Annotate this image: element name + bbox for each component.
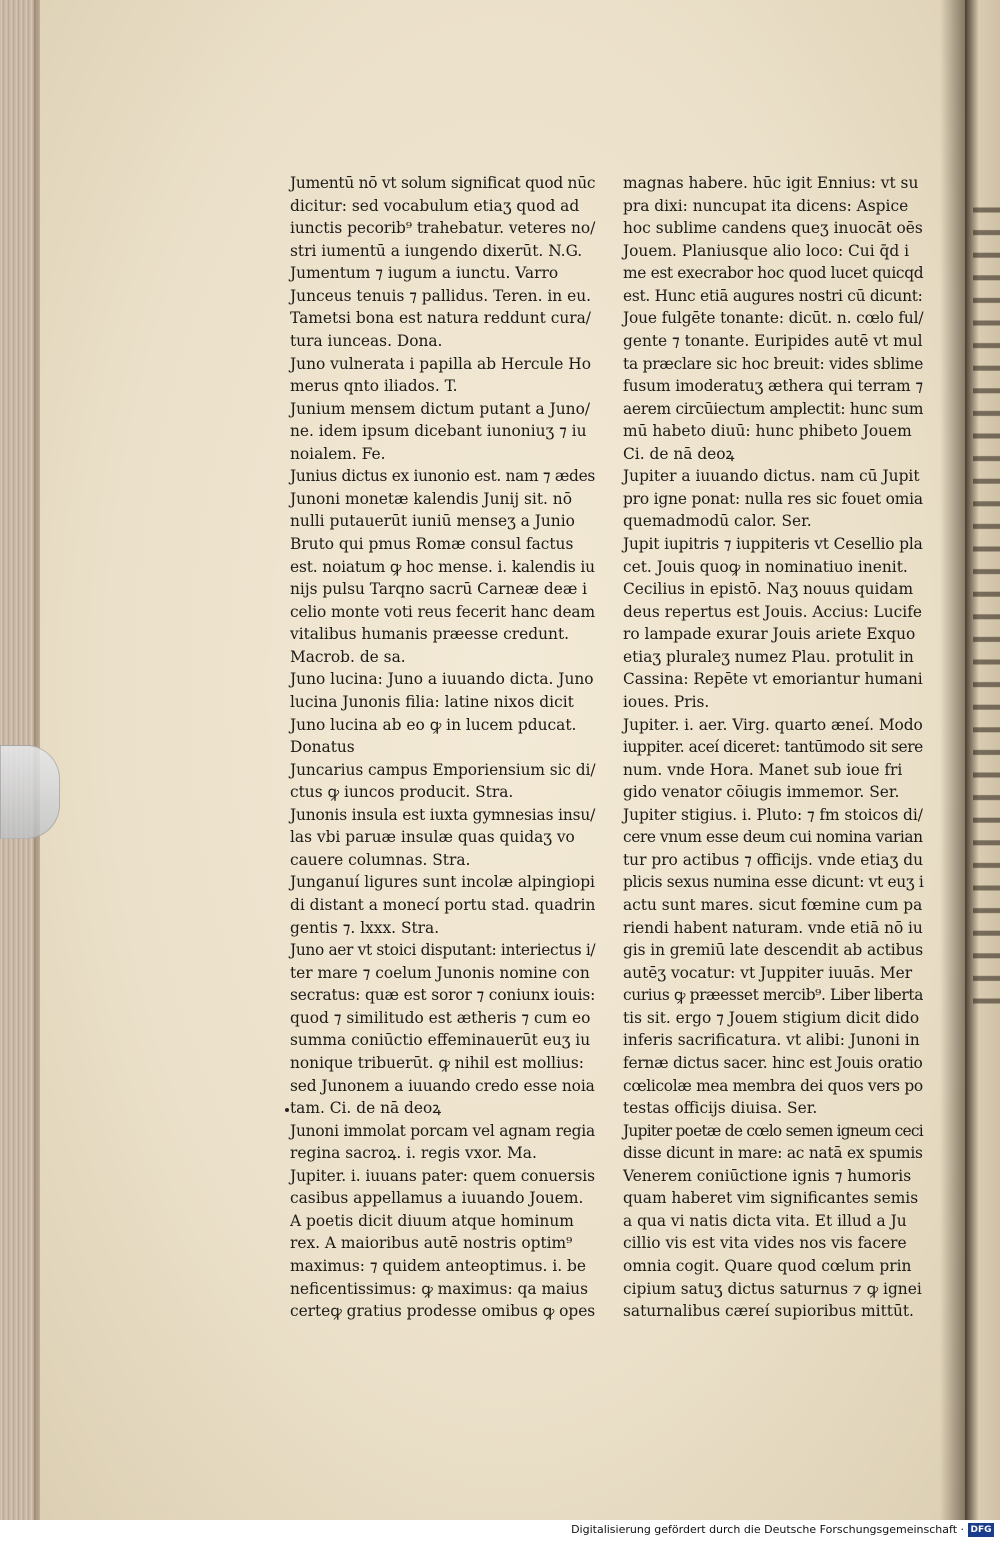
text-line: fusum imoderatuʒ æthera qui terram ⁊ [623,377,923,396]
text-line: tam. Ci. de nā deoꝝ [290,1099,442,1118]
text-line: etiaʒ pluraleʒ numez Plau. protulit in [623,647,914,666]
text-line: aerem circūiectum amplectit: hunc sum [623,399,924,418]
text-line: mū habeto diuū: hunc phibeto Jouem [623,422,912,441]
text-line: fernæ dictus sacer. hinc est Jouis oratio [623,1053,923,1072]
text-line: casibus appellamus a iuuando Jouem. [290,1189,584,1208]
text-line: maximus: ⁊ quidem anteoptimus. i. be [290,1257,586,1275]
text-line: curius ꝙ præesset mercib⁹. Liber liberta [623,986,924,1005]
text-line: Juno vulnerata i papilla ab Hercule Ho [290,354,591,373]
text-line: plicis sexus numina esse dicunt: vt euʒ i [623,873,924,892]
text-line: iunctis pecorib⁹ trahebatur. veteres no/ [290,219,596,238]
text-line: Junoni monetæ kalendis Junij sit. nō [290,489,572,508]
text-line: nonique tribuerūt. ꝙ nihil est mollius: [290,1053,584,1072]
text-line: Jumentum ⁊ iugum a iunctu. Varro [290,264,559,283]
text-line: tis sit. ergo ⁊ Jouem stigium dicit dido [623,1008,920,1027]
text-line: gido venator cōiugis immemor. Ser. [623,783,900,802]
text-line: Cassina: Repēte vt emoriantur humani [623,670,923,689]
text-line: Jupiter. i. iuuans pater: quem conuersis [290,1166,595,1185]
text-line: ctus ꝙ iuncos producit. Stra. [290,783,514,802]
text-line: ro lampade exurar Jouis ariete Exquo [623,625,916,644]
text-line: Junceus tenuis ⁊ pallidus. Teren. in eu. [290,286,592,305]
facing-page-text-fragment [973,195,1000,1015]
footer-credit: Digitalisierung gefördert durch die Deutsche Forschungsgemeinschaft · [571,1523,964,1536]
text-line: inferis sacrificatura. vt alibi: Junoni in [623,1031,920,1050]
text-line: quod ⁊ similitudo est ætheris ⁊ cum eo [290,1008,591,1027]
text-line: stri iumentū a iungendo dixerūt. N.G. [290,241,583,260]
text-line: autēʒ vocatur: vt Juppiter iuuās. Mer [623,963,913,982]
text-line: disse dicunt in mare: ac natā ex spumis [623,1144,923,1163]
text-line: rex. A maioribus autē nostris optim⁹ [290,1234,573,1253]
text-line: A poetis dicit diuum atque hominum [290,1211,574,1230]
dfg-logo: DFG [968,1523,994,1537]
text-line: cere vnum esse deum cui nomina varian [623,828,923,847]
page-holder-clip [0,745,60,839]
text-line: Jupit iupitris ⁊ iuppiteris vt Cesellio pla [623,535,923,553]
text-line: pra dixi: nuncupat ita dicens: Aspice [623,196,909,215]
text-line: pro igne ponat: nulla res sic fouet omia [623,489,923,508]
footer-bar [0,1520,1000,1541]
text-line: iuppiter. aceí diceret: tantūmodo sit sere [623,738,923,757]
text-line: certeꝙ gratius prodesse omibus ꝙ opes [290,1302,596,1321]
text-line: Juno lucina: Juno a iuuando dicta. Juno [290,670,594,689]
text-line: di distant a monecí portu stad. quadrin [290,896,596,914]
text-line: Juno aer vt stoici disputant: interiectus i/ [290,941,596,960]
text-line: Ci. de nā deoꝝ [623,444,735,463]
text-line: quemadmodū calor. Ser. [623,512,812,531]
text-line: Tametsi bona est natura reddunt cura/ [290,309,591,328]
text-line: Jupiter stigius. i. Pluto: ⁊ fm stoicos di/ [623,805,923,824]
text-line: Jupiter. i. aer. Virg. quarto æneí. Modo [623,715,923,734]
text-line: noialem. Fe. [290,444,386,463]
text-line: saturnalibus cæreí supioribus mittūt. [623,1302,914,1321]
text-line: cet. Jouis quoꝙ in nominatiuo inenit. [623,557,908,576]
text-line: lucina Junonis filia: latine nixos dicit [290,692,574,711]
text-line: celio monte voti reus fecerit hanc deam [290,602,595,621]
text-line: neficentissimus: ꝙ maximus: qa maius [290,1279,588,1298]
right-text-column [623,172,923,1323]
text-line: est. Hunc etiā augures nostri cū dicunt: [623,286,923,305]
text-line: Venerem coniūctione ignis ⁊ humoris [623,1166,912,1185]
text-line: Junius dictus ex iunonio est. nam ⁊ ædes [290,467,596,486]
text-line: cillio vis est vita vides nos vis facere [623,1234,907,1253]
text-line: ta præclare sic hoc breuit: vides sblime [623,354,924,373]
text-line: testas officijs diuisa. Ser. [623,1099,818,1118]
text-line: Jumentū nō vt solum significat quod nūc [290,174,596,192]
text-line: ne. idem ipsum dicebant iunoniuʒ ⁊ iu [290,422,587,441]
text-line: cauere columnas. Stra. [290,850,471,869]
text-line: deus repertus est Jouis. Accius: Lucife [623,602,923,621]
text-line: Junganuí ligures sunt incolæ alpingiopi [290,873,595,892]
text-line: cœlicolæ mea membra dei quos vers po [623,1076,923,1095]
text-line: me est execrabor hoc quod lucet quicqd [623,264,924,283]
text-line: gis in gremiū late descendit ab actibus [623,941,924,960]
text-line: gente ⁊ tonante. Euripides autē vt mul [623,331,923,350]
text-line: num. vnde Hora. Manet sub ioue fri [623,760,903,779]
text-line: tur pro actibus ⁊ officijs. vnde etiaʒ du [623,850,924,869]
text-line: nulli putauerūt iuniū menseʒ a Junio [290,512,575,531]
text-line: quam haberet vim significantes semis [623,1189,919,1208]
text-line: Bruto qui pmus Romæ consul factus [290,535,574,553]
text-line: Donatus [290,738,355,757]
text-line: Jupiter a iuuando dictus. nam cū Jupit [623,467,920,486]
text-line: sed Junonem a iuuando credo esse noia [290,1076,595,1095]
text-line: secratus: quæ est soror ⁊ coniunx iouis: [290,986,596,1005]
text-line: merus qnto iliados. T. [290,377,458,396]
text-line: riendi habent naturam. vnde etiā nō iu [623,918,923,937]
text-line: Junonis insula est iuxta gymnesias insu/ [290,805,596,824]
book-gutter [940,0,965,1520]
text-line: Cecilius in epistō. Naʒ nouus quidam [623,580,914,599]
text-line: est. noiatum ꝙ hoc mense. i. kalendis iu [290,557,595,576]
text-line: a qua vi natis dicta vita. Et illud a Ju [623,1211,907,1230]
text-line: Juncarius campus Emporiensium sic di/ [290,760,596,779]
left-text-column [290,172,595,1323]
text-line: ter mare ⁊ coelum Junonis nomine con [290,963,590,982]
text-line: omnia cogit. Quare quod cœlum prin [623,1257,912,1275]
text-line: gentis ⁊. lxxx. Stra. [290,918,440,937]
text-line: Macrob. de sa. [290,647,406,666]
text-line: magnas habere. hūc igit Ennius: vt su [623,174,919,192]
text-line: las vbi paruæ insulæ quas quidaʒ vo [290,828,575,847]
text-line: hoc sublime candens queʒ inuocāt oēs [623,219,923,238]
text-line: Juno lucina ab eo ꝙ in lucem pducat. [290,715,577,734]
ink-dot [285,1108,289,1112]
text-line: actu sunt mares. sicut fœmine cum pa [623,896,923,914]
text-line: cipium satuʒ dictus saturnus ⁊ ꝙ ignei [623,1279,922,1298]
text-line: Jupiter poetæ de cœlo semen igneum ceci [623,1121,923,1140]
text-line: Junoni immolat porcam vel agnam regia [290,1121,595,1140]
text-line: vitalibus humanis præesse credunt. [290,625,570,644]
text-line: summa coniūctio effeminauerūt euʒ iu [290,1031,591,1050]
text-line: ioues. Pris. [623,692,710,711]
text-line: Joue fulgēte tonante: dicūt. n. cœlo ful/ [623,309,924,328]
text-line: Junium mensem dictum putant a Juno/ [290,399,591,418]
text-line: dicitur: sed vocabulum etiaʒ quod ad [290,196,580,215]
text-line: regina sacroꝝ. i. regis vxor. Ma. [290,1144,537,1163]
text-line: nijs pulsu Tarqno sacrū Carneæ deæ i [290,580,588,599]
text-line: Jouem. Planiusque alio loco: Cui q̄d i [623,241,910,260]
text-line: tura iunceas. Dona. [290,331,443,350]
